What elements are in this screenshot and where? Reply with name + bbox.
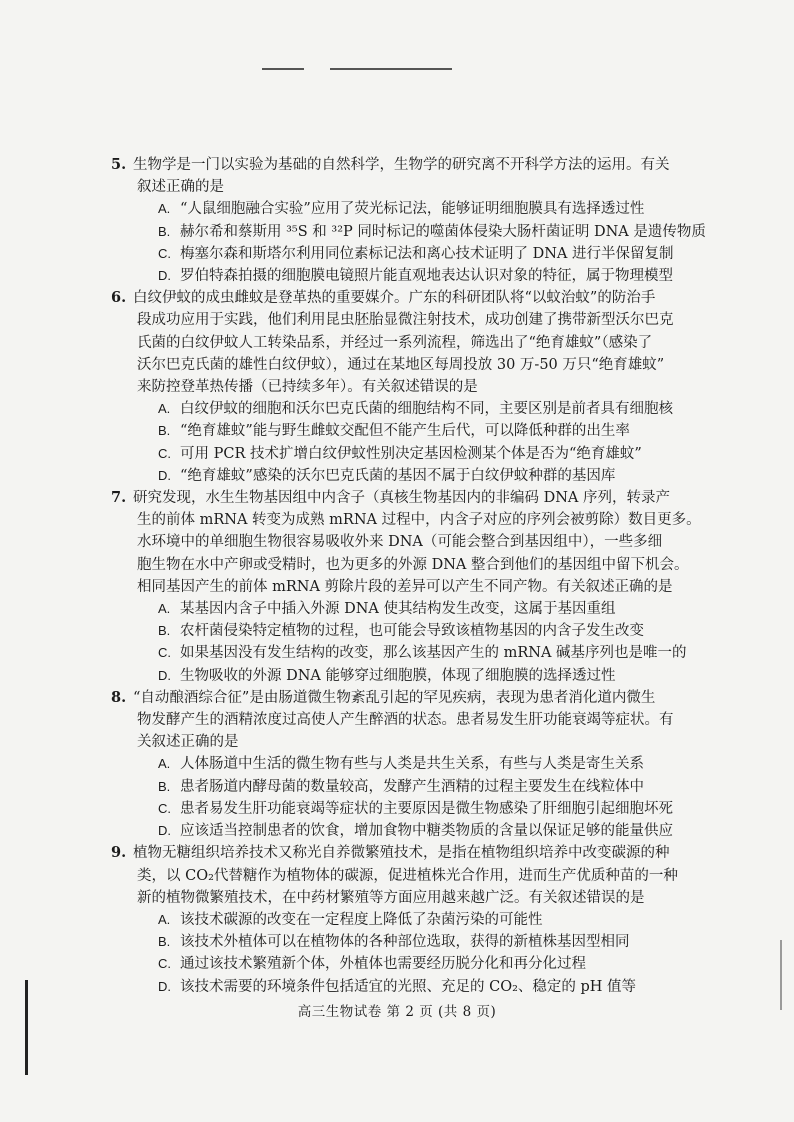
- option-text: “绝育雄蚊”能与野生雌蚊交配但不能产生后代，可以降低种群的出生率: [180, 423, 630, 440]
- option-text: 白纹伊蚊的细胞和沃尔巴克氏菌的细胞结构不同，主要区别是前者具有细胞核: [180, 401, 673, 418]
- option-letter: A.: [158, 911, 171, 927]
- option-text: 赫尔希和蔡斯用 ³⁵S 和 ³²P 同时标记的噬菌体侵染大肠杆菌证明 DNA 是遗传物质: [180, 223, 706, 240]
- answer-option: [112, 221, 706, 243]
- question-number: 7.: [111, 489, 127, 507]
- question-stem-line: “自动酿酒综合征”是由肠道微生物紊乱引起的罕见疾病，表现为患者消化道内微生: [133, 689, 656, 706]
- option-text: 该技术外植体可以在植物体的各种部位选取，获得的新植株基因型相同: [180, 934, 630, 951]
- question-first-line: [112, 287, 702, 309]
- option-text: 梅塞尔森和斯塔尔利用同位素标记法和离心技术证明了 DNA 进行半保留复制: [180, 245, 674, 262]
- option-text: 罗伯特森拍摄的细胞膜电镜照片能直观地表达认识对象的特征，属于物理模型: [180, 268, 673, 285]
- option-text: “绝育雄蚊”感染的沃尔巴克氏菌的基因不属于白纹伊蚊种群的基因库: [180, 467, 616, 484]
- question-stem-line: 白纹伊蚊的成虫雌蚊是登革热的重要媒介。广东的科研团队将“以蚊治蚊”的防治手: [133, 290, 656, 307]
- header-rule-long: [330, 68, 452, 70]
- question-stem-line: 物发酵产生的酒精浓度过高使人产生醉酒的状态。患者易发生肝功能衰竭等症状。有: [137, 712, 674, 729]
- question-stem-line: 氏菌的白纹伊蚊人工转染品系，并经过一系列流程，筛选出了“绝育雄蚊”（感染了: [137, 334, 653, 351]
- answer-option: [112, 931, 702, 953]
- answer-option: [112, 398, 702, 420]
- option-text: 患者易发生肝功能衰竭等症状的主要原因是微生物感染了肝细胞引起细胞坏死: [180, 800, 673, 817]
- header-rule-short: [262, 68, 304, 70]
- question-stem-line: 叙述正确的是: [137, 179, 224, 196]
- option-text: 通过该技术繁殖新个体，外植体也需要经历脱分化和再分化过程: [180, 956, 586, 973]
- option-text: 该技术需要的环境条件包括适宜的光照、充足的 CO₂、稳定的 pH 值等: [180, 978, 637, 995]
- option-letter: C.: [158, 245, 171, 261]
- option-text: 某基因内含子中插入外源 DNA 使其结构发生改变，这属于基因重组: [180, 601, 616, 618]
- option-letter: A.: [158, 401, 171, 417]
- question-block: [111, 154, 706, 287]
- question-first-line: [112, 487, 702, 509]
- answer-option: [112, 420, 702, 442]
- option-letter: B.: [158, 623, 171, 639]
- question-stem-line: 植物无糖组织培养技术又称光自养微繁殖技术，是指在植物组织培养中改变碳源的种: [133, 845, 670, 862]
- option-letter: B.: [158, 934, 171, 950]
- option-letter: B.: [158, 223, 171, 239]
- question-stem-line: 类，以 CO₂代替糖作为植物体的碳源，促进植株光合作用，进而生产优质种苗的一种: [137, 867, 678, 884]
- answer-option: [112, 443, 702, 465]
- option-text: 患者肠道内酵母菌的数量较高，发酵产生酒精的过程主要发生在线粒体中: [180, 778, 644, 795]
- answer-option: [112, 820, 702, 842]
- option-text: “人鼠细胞融合实验”应用了荧光标记法，能够证明细胞膜具有选择透过性: [180, 201, 645, 218]
- option-letter: D.: [158, 268, 171, 284]
- question-first-line: [112, 687, 702, 709]
- binding-margin-bar: [25, 980, 28, 1075]
- question-number: 5.: [111, 156, 127, 173]
- question-stem-line: 水环境中的单细胞生物很容易吸收外来 DNA（可能会整合到基因组中），一些多细: [137, 534, 663, 551]
- option-text: 农杆菌侵染特定植物的过程，也可能会导致该植物基因的内含子发生改变: [180, 623, 644, 640]
- option-text: 生物吸收的外源 DNA 能够穿过细胞膜，体现了细胞膜的选择透过性: [180, 667, 616, 684]
- answer-option: [112, 465, 702, 487]
- option-letter: D.: [158, 667, 171, 683]
- question-stem-line: 新的植物微繁殖技术，在中药材繁殖等方面应用越来越广泛。有关叙述错误的是: [137, 889, 645, 906]
- option-letter: A.: [158, 601, 171, 617]
- question-stem-line: 胞生物在水中产卵或受精时，也为更多的外源 DNA 整合到他们的基因组中留下机会。: [137, 556, 689, 573]
- option-letter: D.: [158, 978, 171, 994]
- answer-option: [112, 976, 702, 998]
- question-number: 6.: [111, 289, 127, 307]
- answer-option: [112, 909, 702, 931]
- question-stem-line: 相同基因产生的前体 mRNA 剪除片段的差异可以产生不同产物。有关叙述正确的是: [137, 578, 673, 595]
- page-footer: 高三生物试卷 第 2 页 (共 8 页): [297, 1004, 497, 1020]
- answer-option: [112, 753, 702, 775]
- answer-option: [112, 953, 702, 975]
- option-letter: B.: [158, 423, 171, 439]
- answer-option: [112, 198, 702, 220]
- question-first-line: [112, 154, 702, 176]
- question-block: [112, 487, 702, 687]
- question-stem-line: 关叙述正确的是: [137, 734, 239, 751]
- option-text: 人体肠道中生活的微生物有些与人类是共生关系，有些与人类是寄生关系: [180, 756, 644, 773]
- question-stem-line: 沃尔巴克氏菌的雄性白纹伊蚊），通过在某地区每周投放 30 万-50 万只“绝育雄蚊”: [137, 356, 665, 373]
- answer-option: [112, 620, 702, 642]
- option-letter: C.: [158, 956, 171, 972]
- question-block: [112, 842, 702, 997]
- option-letter: A.: [158, 756, 171, 772]
- question-stem-line: 研究发现，水生生物基因组中内含子（真核生物基因内的非编码 DNA 序列，转录产: [133, 490, 670, 507]
- option-text: 应该适当控制患者的饮食，增加食物中糖类物质的含量以保证足够的能量供应: [180, 823, 673, 840]
- question-stem-line: 来防控登革热传播（已持续多年）。有关叙述错误的是: [137, 379, 478, 396]
- option-letter: D.: [158, 467, 171, 483]
- question-stem-line: 段成功应用于实践，他们利用昆虫胚胎显微注射技术，成功创建了携带新型沃尔巴克: [137, 312, 674, 329]
- question-block: [112, 287, 702, 487]
- question-list: [111, 154, 706, 998]
- question-number: 8.: [111, 688, 127, 706]
- option-letter: C.: [158, 800, 171, 816]
- answer-option: [112, 776, 702, 798]
- question-first-line: [112, 842, 702, 864]
- option-letter: C.: [158, 445, 171, 461]
- option-letter: C.: [158, 645, 171, 661]
- question-number: 9.: [111, 844, 127, 862]
- answer-option: [112, 665, 702, 687]
- option-text: 该技术碳源的改变在一定程度上降低了杂菌污染的可能性: [180, 911, 543, 928]
- option-letter: B.: [158, 778, 171, 794]
- answer-option: [112, 598, 702, 620]
- option-letter: D.: [158, 823, 171, 839]
- option-text: 可用 PCR 技术扩增白纹伊蚊性别决定基因检测某个体是否为“绝育雄蚊”: [180, 445, 642, 462]
- question-stem-line: 生物学是一门以实验为基础的自然科学，生物学的研究离不开科学方法的运用。有关: [133, 157, 670, 173]
- answer-option: [112, 642, 702, 664]
- option-text: 如果基因没有发生结构的改变，那么该基因产生的 mRNA 碱基序列也是唯一的: [180, 645, 687, 662]
- question-stem-line: 生的前体 mRNA 转变为成熟 mRNA 过程中，内含子对应的序列会被剪除）数目更多。: [137, 512, 701, 529]
- answer-option: [112, 265, 702, 287]
- option-letter: A.: [158, 201, 171, 217]
- answer-option: [112, 798, 702, 820]
- answer-option: [112, 243, 702, 265]
- question-block: [112, 687, 702, 842]
